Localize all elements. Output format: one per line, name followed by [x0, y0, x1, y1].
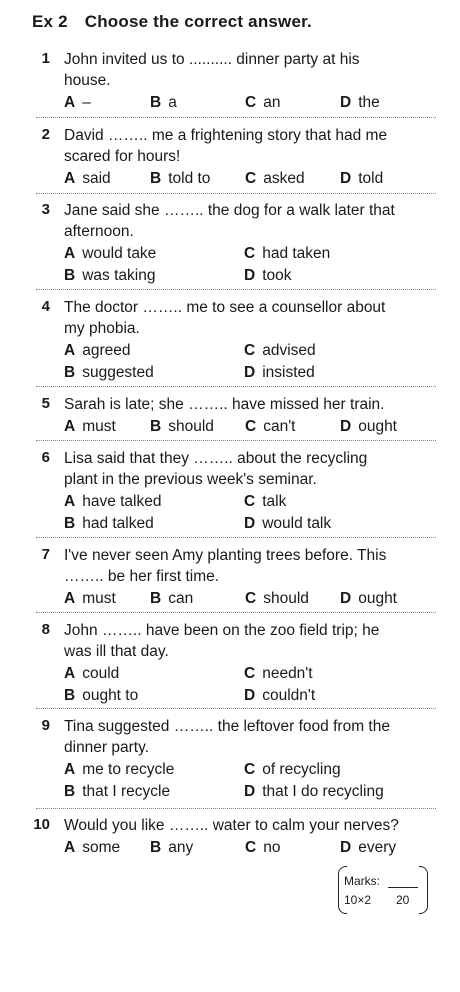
question-number: 2 [41, 126, 50, 143]
option-letter: A [64, 94, 76, 111]
option-letter: A [64, 839, 76, 856]
question-line-1: I've never seen Amy planting trees before. This [64, 547, 387, 564]
option-letter: C [245, 590, 257, 607]
marks-label: Marks: [344, 874, 380, 888]
option-b[interactable] [150, 417, 214, 437]
option-text: must [82, 590, 116, 607]
option-c[interactable] [244, 492, 286, 512]
option-a[interactable] [64, 417, 116, 437]
option-a[interactable] [64, 838, 120, 858]
option-text: the [358, 94, 380, 111]
option-letter: D [340, 839, 352, 856]
option-c[interactable] [245, 589, 309, 609]
option-b[interactable] [150, 93, 177, 113]
option-letter: D [244, 515, 256, 532]
option-c[interactable] [244, 244, 330, 264]
question-text [64, 297, 434, 339]
option-letter: A [64, 761, 76, 778]
option-d[interactable] [340, 589, 397, 609]
marks-box [338, 866, 428, 912]
question-line-1: Lisa said that they …….. about the recycling [64, 450, 368, 467]
option-letter: D [340, 94, 352, 111]
option-d[interactable] [244, 782, 384, 802]
option-text: had taken [262, 245, 331, 262]
question-line-1: Jane said she …….. the dog for a walk later that [64, 202, 395, 219]
marks-total: 20 [396, 893, 410, 907]
question-line-2: afternoon. [64, 223, 134, 240]
option-letter: C [244, 493, 256, 510]
option-text: can [168, 590, 194, 607]
option-c[interactable] [244, 664, 313, 684]
option-letter: D [244, 267, 256, 284]
question-line-1: Would you like …….. water to calm your nerves? [64, 817, 399, 834]
option-a[interactable] [64, 760, 174, 780]
option-letter: C [245, 839, 257, 856]
option-letter: A [64, 493, 76, 510]
question-divider [36, 289, 436, 290]
question-divider [36, 612, 436, 613]
option-text: ought [358, 418, 397, 435]
option-b[interactable] [64, 686, 138, 706]
option-letter: D [340, 418, 352, 435]
option-text: told to [168, 170, 211, 187]
exercise-instruction: Choose the correct answer. [84, 12, 312, 31]
option-letter: B [64, 515, 76, 532]
option-text: advised [262, 342, 316, 359]
option-text: have talked [82, 493, 162, 510]
option-letter: A [64, 418, 76, 435]
option-letter: B [64, 783, 76, 800]
question-line-1: Tina suggested …….. the leftover food from the [64, 718, 390, 735]
option-text: was taking [82, 267, 156, 284]
option-letter: D [244, 364, 256, 381]
question-number: 9 [41, 717, 50, 734]
option-d[interactable] [244, 363, 315, 383]
question-line-2: my phobia. [64, 320, 140, 337]
question-text [64, 200, 434, 242]
option-letter: A [64, 342, 76, 359]
option-text: a [168, 94, 177, 111]
option-letter: B [150, 170, 162, 187]
option-text: agreed [82, 342, 131, 359]
option-letter: C [244, 665, 256, 682]
option-text: of recycling [262, 761, 341, 778]
option-letter: A [64, 590, 76, 607]
option-d[interactable] [340, 169, 383, 189]
question-divider [36, 440, 436, 441]
question-divider [36, 386, 436, 387]
option-text: me to recycle [82, 761, 175, 778]
option-a[interactable] [64, 589, 116, 609]
option-b[interactable] [64, 782, 170, 802]
option-text: could [82, 665, 120, 682]
question-line-2: dinner party. [64, 739, 150, 756]
option-text: needn't [262, 665, 313, 682]
question-text [64, 49, 434, 91]
option-text: couldn't [262, 687, 316, 704]
question-number: 1 [41, 50, 50, 67]
option-text: suggested [82, 364, 154, 381]
option-a[interactable] [64, 492, 161, 512]
question-divider [36, 193, 436, 194]
option-b[interactable] [64, 266, 155, 286]
option-a[interactable] [64, 169, 111, 189]
question-divider [36, 808, 436, 809]
option-letter: D [340, 170, 352, 187]
option-text: ought [358, 590, 397, 607]
exercise-title [32, 12, 312, 32]
option-text: any [168, 839, 194, 856]
option-text: can't [263, 418, 296, 435]
question-number: 7 [41, 546, 50, 563]
question-line-2: …….. be her first time. [64, 568, 220, 585]
option-c[interactable] [244, 341, 316, 361]
question-text [64, 125, 434, 167]
option-letter: C [244, 245, 256, 262]
option-letter: D [244, 687, 256, 704]
exercise-label: Ex 2 [32, 12, 68, 31]
option-c[interactable] [245, 169, 305, 189]
option-b[interactable] [64, 514, 154, 534]
option-text: would take [82, 245, 157, 262]
option-letter: D [244, 783, 256, 800]
option-a[interactable] [64, 93, 91, 113]
option-d[interactable] [244, 266, 292, 286]
question-line-1: Sarah is late; she …….. have missed her train. [64, 396, 385, 413]
option-c[interactable] [244, 760, 341, 780]
question-number: 3 [41, 201, 50, 218]
question-text [64, 815, 434, 836]
question-text [64, 448, 434, 490]
option-letter: A [64, 665, 76, 682]
option-text: should [168, 418, 214, 435]
question-text [64, 620, 434, 662]
question-line-2: scared for hours! [64, 148, 181, 165]
option-d[interactable] [340, 838, 396, 858]
question-divider [36, 117, 436, 118]
option-text: that I recycle [82, 783, 171, 800]
option-letter: B [64, 364, 76, 381]
option-c[interactable] [245, 93, 280, 113]
option-text: took [262, 267, 292, 284]
option-text: some [82, 839, 121, 856]
option-b[interactable] [150, 589, 193, 609]
question-number: 5 [41, 395, 50, 412]
option-letter: C [245, 170, 257, 187]
option-text: had talked [82, 515, 154, 532]
option-a[interactable] [64, 664, 119, 684]
option-d[interactable] [340, 417, 397, 437]
option-text: every [358, 839, 397, 856]
question-number: 8 [41, 621, 50, 638]
option-text: said [82, 170, 111, 187]
question-number: 6 [41, 449, 50, 466]
option-b[interactable] [150, 169, 210, 189]
question-text [64, 716, 434, 758]
option-text: that I do recycling [262, 783, 384, 800]
option-text: no [263, 839, 281, 856]
question-divider [36, 537, 436, 538]
marks-score-line [388, 887, 418, 888]
question-text [64, 545, 434, 587]
question-text [64, 394, 434, 415]
option-b[interactable] [150, 838, 193, 858]
option-text: should [263, 590, 309, 607]
option-text: ought to [82, 687, 139, 704]
option-d[interactable] [244, 514, 331, 534]
option-letter: B [64, 267, 76, 284]
option-letter: C [245, 94, 257, 111]
question-line-2: plant in the previous week's seminar. [64, 471, 317, 488]
marks-bracket-right [419, 866, 428, 914]
marks-calc: 10×2 [344, 893, 372, 907]
option-letter: C [244, 761, 256, 778]
option-a[interactable] [64, 244, 156, 264]
option-b[interactable] [64, 363, 154, 383]
question-line-2: was ill that day. [64, 643, 169, 660]
option-letter: B [150, 418, 162, 435]
question-number: 4 [41, 298, 50, 315]
option-text: told [358, 170, 384, 187]
question-number: 10 [33, 816, 50, 833]
option-text: asked [263, 170, 305, 187]
option-text: an [263, 94, 281, 111]
option-a[interactable] [64, 341, 130, 361]
option-letter: C [245, 418, 257, 435]
option-letter: D [340, 590, 352, 607]
question-line-1: John invited us to .......... dinner party at his [64, 51, 360, 68]
question-line-1: David …….. me a frightening story that had me [64, 127, 388, 144]
option-letter: C [244, 342, 256, 359]
option-letter: B [150, 590, 162, 607]
option-c[interactable] [245, 417, 295, 437]
option-d[interactable] [244, 686, 315, 706]
question-line-2: house. [64, 72, 111, 89]
option-letter: A [64, 245, 76, 262]
option-text: talk [262, 493, 287, 510]
option-d[interactable] [340, 93, 380, 113]
option-letter: A [64, 170, 76, 187]
question-divider [36, 708, 436, 709]
option-text: – [82, 94, 91, 111]
question-line-1: The doctor …….. me to see a counsellor about [64, 299, 386, 316]
option-letter: B [64, 687, 76, 704]
question-line-1: John …….. have been on the zoo field trip; he [64, 622, 380, 639]
option-letter: B [150, 94, 162, 111]
option-text: insisted [262, 364, 315, 381]
option-text: must [82, 418, 116, 435]
option-text: would talk [262, 515, 332, 532]
option-letter: B [150, 839, 162, 856]
option-c[interactable] [245, 838, 280, 858]
